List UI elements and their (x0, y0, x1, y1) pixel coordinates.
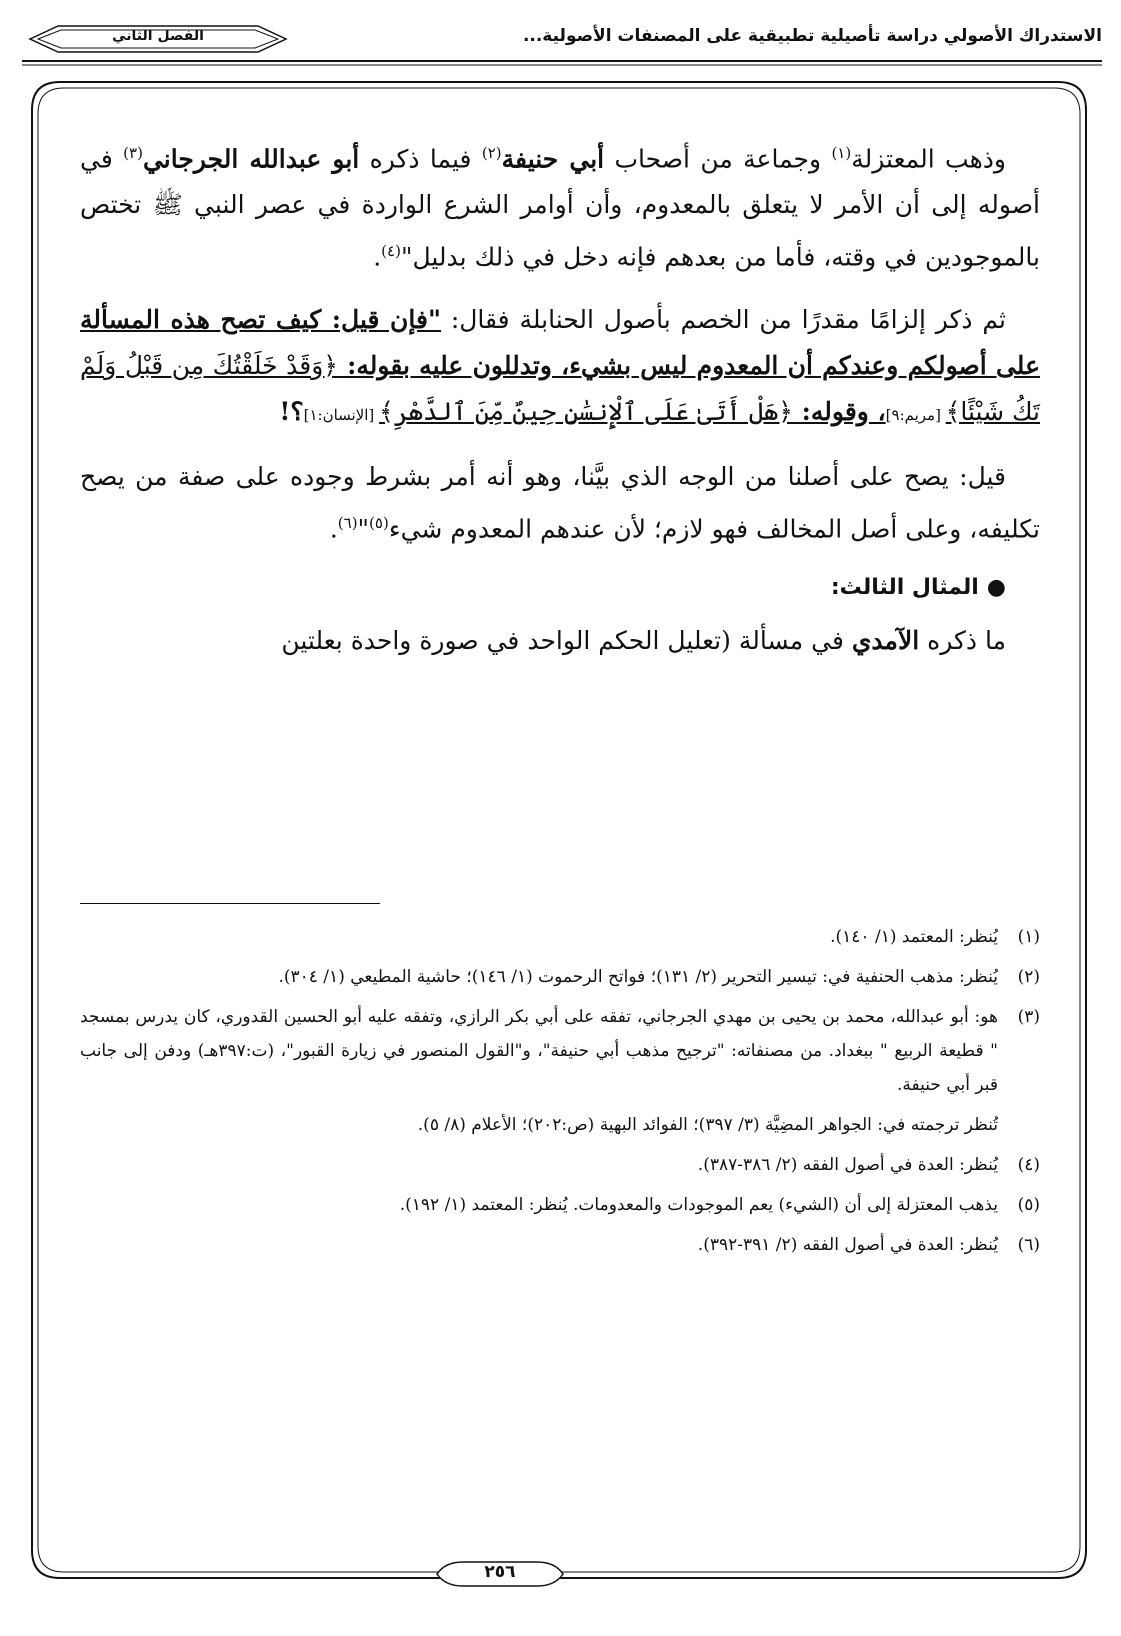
footnote-text: يذهب المعتزلة إلى أن (الشيء) يعم الموجودات والمعدومات. يُنظر: المعتمد (١/ ١٩٢). (399, 1195, 998, 1215)
footnote-number: (٥) (1017, 1195, 1040, 1215)
text-run: أبو عبدالله الجرجاني (142, 144, 360, 174)
footnote-text: يُنظر: العدة في أصول الفقه (٢/ ٣٨٦-٣٨٧). (697, 1155, 998, 1175)
text-run: " (357, 513, 370, 543)
page-number-text: ٢٥٦ (484, 1562, 516, 1582)
text-run: ثم ذكر إلزامًا مقدرًا من الخصم بأصول الحنابلة فقال: (441, 304, 1006, 334)
text-run: وجماعة من أصحاب (604, 144, 832, 174)
footnote-ref: (٥) (369, 513, 389, 532)
chapter-label: الفصل الثاني (112, 28, 204, 44)
example-heading-text: المثال الثالث: (830, 574, 979, 600)
page-header (22, 22, 1102, 66)
text-run: ؟! (279, 396, 304, 426)
text-run: ﴿هَلْ أَتَىٰ عَلَى ٱلْإِنسَٰنِ حِينٌ مِّنَ ٱلدَّهْرِ﴾ (379, 396, 793, 426)
footnote-ref: (٢) (481, 144, 502, 162)
paragraph-1 (80, 130, 1040, 281)
footnote-ref: (٣) (123, 144, 143, 162)
running-title: الاستدراك الأصولي دراسة تأصيلية تطبيقية على المصنفات الأصولية... (522, 26, 1102, 46)
footnote-6 (80, 1228, 1040, 1262)
example-heading (80, 568, 1040, 608)
footnote-number: (٦) (1017, 1235, 1040, 1255)
main-text (80, 130, 1040, 680)
text-run: قيل: يصح على أصلنا من الوجه الذي بيَّنا، وهو أنه أمر بشرط وجوده على صفة من يصح تكليفه، وعلى أصل المخالف فهو لازم؛ لأن عندهم المعدوم شيء (80, 461, 1040, 543)
footnote-1 (80, 920, 1040, 954)
footnote-3-continuation: تُنظر ترجمته في: الجواهر المضِيَّة (٣/ ٣٩٧)؛ الفوائد البهية (ص:٢٠٢)؛ الأعلام (٨/ ٥). (417, 1115, 998, 1135)
footnote-number: (١) (1017, 927, 1040, 947)
footnote-ref: (٦) (337, 513, 358, 532)
text-run: ، وقوله: (792, 396, 886, 426)
paragraph-2 (80, 297, 1040, 438)
footnote-4 (80, 1148, 1040, 1182)
paragraph-4 (80, 618, 1040, 664)
text-run: وذهب المعتزلة (851, 144, 1006, 174)
footnote-text: هو: أبو عبدالله، محمد بن يحيى بن مهدي الجرجاني، تفقه على أبي بكر الرازي، وتفقه عليه أبو الحسين القدوري، كان يدرس بمسجد " قطيعة الربيع " ببغداد. من مصنفاته: "ترجيح مذهب أبي حنيفة"، و"القول المنصور في زيارة القبور"، (ت:٣٩٧هـ) ودفن إلى جانب قبر أبي حنيفة. (80, 1007, 998, 1095)
footnote-text: يُنظر: العدة في أصول الفقه (٢/ ٣٩١-٣٩٢). (697, 1235, 998, 1255)
footnote-2 (80, 960, 1040, 994)
footnotes (80, 920, 1040, 1268)
footnote-ref: (٤) (381, 242, 401, 261)
footnote-number: (٢) (1017, 967, 1040, 987)
text-run: في مسألة (تعليل الحكم الواحد في صورة واحدة بعلتين (281, 625, 852, 655)
page-number (435, 1560, 565, 1588)
header-rule (22, 60, 1102, 68)
text-run: ما ذكره (919, 625, 1006, 655)
text-run: في أصوله إلى أن الأمر لا يتعلق بالمعدوم، وأن أوامر الشرع الواردة في عصر النبي ﷺ تختص بالموجودين في وقته، فأما من بعدهم فإنه دخل في ذلك بدليل" (80, 144, 1040, 272)
text-run: أبي حنيفة (501, 144, 605, 174)
footnote-number: (٣) (1017, 1007, 1040, 1027)
paragraph-3 (80, 454, 1040, 552)
text-run: . (373, 242, 382, 272)
bullet-icon: ● (986, 574, 1006, 600)
text-run: [مريم:٩] (885, 405, 946, 424)
footnote-text: يُنظر: مذهب الحنفية في: تيسير التحرير (٢/ ١٣١)؛ فواتح الرحموت (١/ ١٤٦)؛ حاشية المطيعي (١/ ٣٠٤). (278, 967, 998, 987)
text-run: ﴿وَقَدْ خَلَقْتُكَ مِن قَبْلُ وَلَمْ تَكُ شَيْئًا﴾ (80, 350, 1040, 426)
footnote-text: يُنظر: المعتمد (١/ ١٤٠). (830, 927, 998, 947)
text-run: . (329, 513, 338, 543)
footnote-divider (80, 903, 380, 904)
text-run: فيما ذكره (359, 144, 482, 174)
chapter-tag (28, 24, 288, 54)
text-run: "فإن قيل: كيف تصح هذه المسألة على أصولكم وعندكم أن المعدوم ليس بشيء، وتدللون عليه بقوله: (80, 304, 1041, 380)
footnote-3 (80, 1000, 1040, 1102)
footnote-5 (80, 1188, 1040, 1222)
footnote-ref: (١) (831, 144, 852, 162)
footnote-number: (٤) (1017, 1155, 1040, 1175)
text-run: الآمدي (851, 625, 920, 655)
text-run: [الإنسان:١] (303, 405, 380, 424)
